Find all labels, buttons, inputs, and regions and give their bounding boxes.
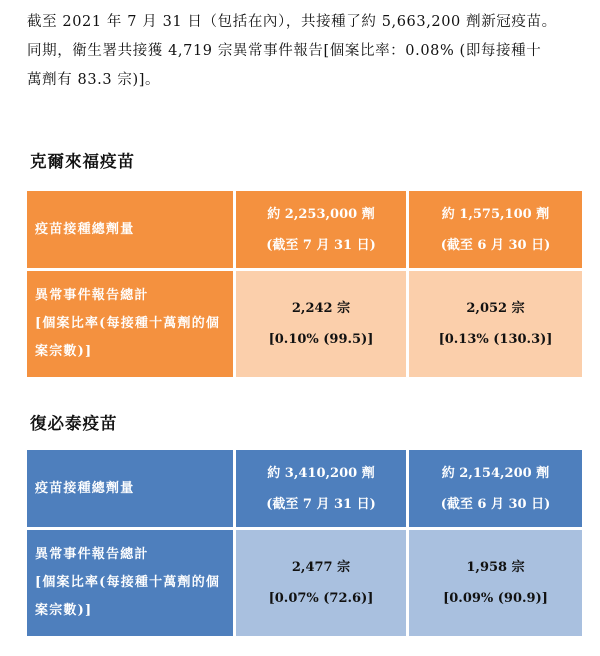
- events-cell-june: [409, 271, 582, 377]
- case-rate: [0.09% (90.9)]: [443, 591, 548, 606]
- doses-value: 約 2,253,000 劑: [267, 206, 375, 222]
- doses-cell-june: [409, 450, 582, 530]
- vaccine-table-comirnaty: [27, 450, 582, 636]
- row-label-total-doses: 疫苗接種總劑量: [27, 191, 236, 271]
- row-label-adverse-events: 異常事件報告總計 [個案比率(每接種十萬劑的個 案宗數)]: [27, 271, 236, 377]
- case-rate: [0.07% (72.6)]: [268, 591, 374, 606]
- case-count: 2,052 宗: [466, 301, 525, 316]
- case-count: 2,242 宗: [291, 301, 351, 316]
- doses-cell-june: [409, 191, 582, 271]
- doses-value: 約 2,154,200 劑: [441, 465, 550, 481]
- as-of-date: (截至 6 月 30 日): [440, 237, 551, 253]
- as-of-date: (截至 7 月 31 日): [266, 237, 376, 253]
- section-title-comirnaty: 復必泰疫苗: [30, 414, 118, 433]
- table-row-events: [27, 530, 582, 636]
- case-rate: [0.13% (130.3)]: [438, 332, 553, 347]
- intro-line-2: 同期，衛生署共接獲 4,719 宗異常事件報告[個案比率：0.08% (即每接種十: [27, 43, 542, 59]
- table-row-doses: [27, 450, 582, 530]
- doses-value: 約 1,575,100 劑: [441, 206, 550, 222]
- doses-cell-july: [236, 191, 409, 271]
- events-cell-july: [236, 530, 409, 636]
- row-label-adverse-events: 異常事件報告總計 [個案比率(每接種十萬劑的個 案宗數)]: [27, 530, 236, 636]
- case-rate: [0.10% (99.5)]: [268, 332, 374, 347]
- table-row-doses: [27, 191, 582, 271]
- doses-value: 約 3,410,200 劑: [267, 465, 375, 481]
- events-cell-july: [236, 271, 409, 377]
- intro-line-3: 萬劑有 83.3 宗)]。: [27, 72, 161, 88]
- row-label-total-doses: 疫苗接種總劑量: [27, 450, 236, 530]
- as-of-date: (截至 6 月 30 日): [440, 496, 551, 512]
- case-count: 1,958 宗: [466, 560, 525, 575]
- section-title-sinovac: 克爾來福疫苗: [30, 152, 135, 171]
- case-count: 2,477 宗: [291, 560, 351, 575]
- as-of-date: (截至 7 月 31 日): [266, 496, 376, 512]
- events-cell-june: [409, 530, 582, 636]
- intro-line-1: 截至 2021 年 7 月 31 日（包括在內），共接種了約 5,663,200 劑新冠疫苗。: [27, 14, 557, 30]
- vaccine-table-sinovac: [27, 191, 582, 377]
- doses-cell-july: [236, 450, 409, 530]
- table-row-events: [27, 271, 582, 377]
- intro-paragraph: [27, 8, 587, 95]
